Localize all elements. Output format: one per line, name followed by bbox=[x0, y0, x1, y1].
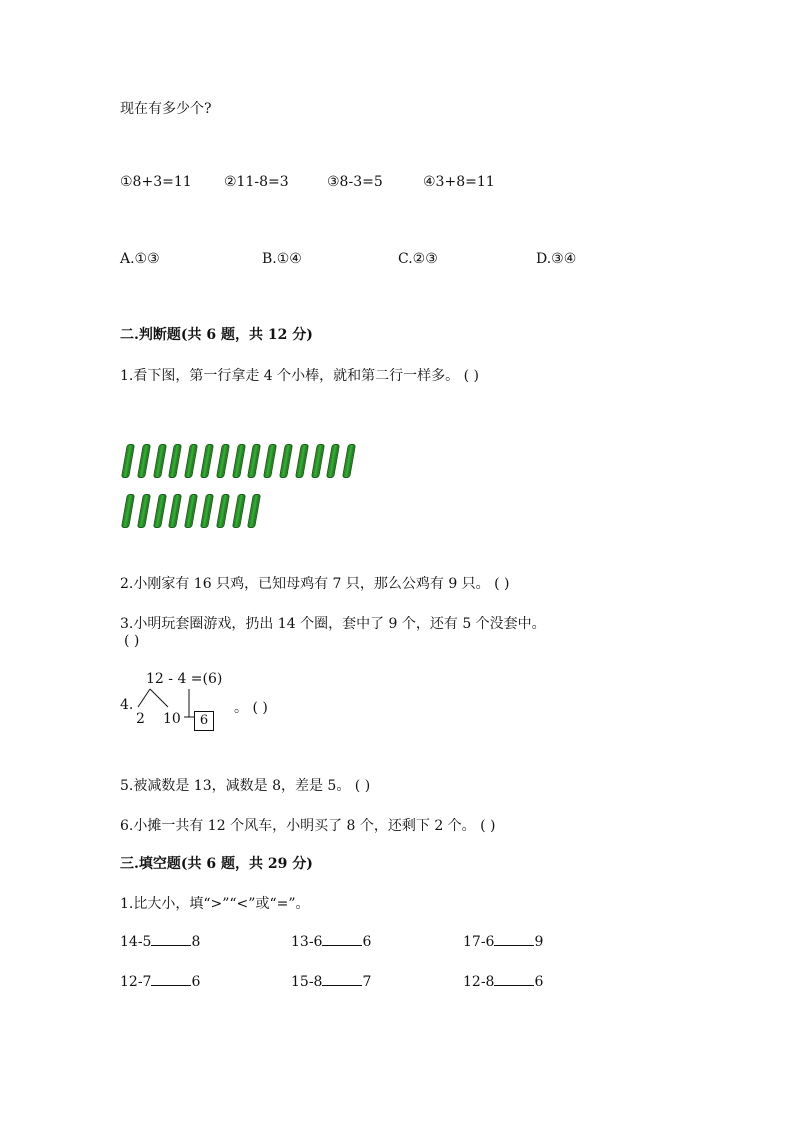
compare-item bbox=[120, 933, 200, 950]
compare-right: 6 bbox=[362, 934, 372, 950]
judge-q1: 1.看下图，第一行拿走 4 个小棒，就和第二行一样多。 ( ) bbox=[120, 368, 479, 384]
judge-q4-tail: 。 ( ) bbox=[234, 700, 268, 716]
compare-left: 14-5 bbox=[120, 934, 152, 950]
compare-blank[interactable] bbox=[151, 973, 191, 986]
judge-q5: 5.被减数是 13，减数是 8，差是 5。 ( ) bbox=[120, 778, 371, 794]
equation-3: ③8-3=5 bbox=[327, 174, 383, 190]
stick-icon bbox=[200, 444, 214, 478]
compare-left: 17-6 bbox=[463, 934, 495, 950]
stick-icon bbox=[232, 494, 246, 528]
compare-left: 15-8 bbox=[291, 974, 323, 990]
stick-icon bbox=[168, 494, 182, 528]
option-d[interactable]: D.③④ bbox=[536, 251, 577, 267]
section-2-title: 二.判断题(共 6 题，共 12 分) bbox=[120, 327, 313, 343]
compare-right: 6 bbox=[534, 974, 544, 990]
sticks-row-1 bbox=[124, 444, 364, 478]
compare-left: 12-7 bbox=[120, 974, 152, 990]
stick-icon bbox=[295, 444, 309, 478]
compare-blank[interactable] bbox=[322, 973, 362, 986]
judge-q2: 2.小刚家有 16 只鸡，已知母鸡有 7 只，那么公鸡有 9 只。 ( ) bbox=[120, 576, 510, 592]
stick-icon bbox=[184, 494, 198, 528]
judge-q3-line1: 3.小明玩套圈游戏，扔出 14 个圈，套中了 9 个，还有 5 个没套中。 bbox=[120, 616, 546, 632]
compare-right: 8 bbox=[191, 934, 201, 950]
compare-right: 7 bbox=[362, 974, 372, 990]
compare-item bbox=[291, 933, 371, 950]
compare-item bbox=[463, 973, 543, 990]
judge-q6: 6.小摊一共有 12 个风车，小明买了 8 个，还剩下 2 个。 ( ) bbox=[120, 818, 496, 834]
stick-icon bbox=[121, 494, 135, 528]
fill-q1: 1.比大小，填“>”“<”或“=”。 bbox=[120, 896, 310, 912]
stick-icon bbox=[168, 444, 182, 478]
stick-icon bbox=[247, 444, 261, 478]
equation-4: ④3+8=11 bbox=[423, 174, 495, 190]
equation-2: ②11-8=3 bbox=[224, 174, 289, 190]
stick-icon bbox=[121, 444, 135, 478]
stick-icon bbox=[232, 444, 246, 478]
option-b[interactable]: B.①④ bbox=[262, 251, 302, 267]
stick-icon bbox=[184, 444, 198, 478]
stick-icon bbox=[137, 494, 151, 528]
compare-left: 13-6 bbox=[291, 934, 323, 950]
compare-right: 9 bbox=[534, 934, 544, 950]
option-c[interactable]: C.②③ bbox=[398, 251, 438, 267]
stick-icon bbox=[137, 444, 151, 478]
judge-q4-top: 12 - 4 =(6) bbox=[146, 671, 223, 687]
compare-blank[interactable] bbox=[494, 973, 534, 986]
stick-icon bbox=[216, 444, 230, 478]
stick-icon bbox=[216, 494, 230, 528]
stick-icon bbox=[279, 444, 293, 478]
judge-q4-bottom-mid: 10 bbox=[163, 711, 181, 727]
stick-icon bbox=[153, 494, 167, 528]
stick-icon bbox=[247, 494, 261, 528]
sticks-row-2 bbox=[124, 494, 364, 528]
judge-q4-number: 4. bbox=[120, 697, 134, 713]
judge-q4-box: 6 bbox=[194, 711, 214, 731]
compare-blank[interactable] bbox=[151, 933, 191, 946]
stick-icon bbox=[326, 444, 340, 478]
stick-icon bbox=[263, 444, 277, 478]
compare-item bbox=[120, 973, 200, 990]
stick-icon bbox=[311, 444, 325, 478]
option-a[interactable]: A.①③ bbox=[120, 251, 160, 267]
stick-icon bbox=[342, 444, 356, 478]
compare-blank[interactable] bbox=[322, 933, 362, 946]
compare-item bbox=[463, 933, 543, 950]
judge-q3-line2: ( ) bbox=[124, 633, 140, 649]
compare-blank[interactable] bbox=[494, 933, 534, 946]
section-3-title: 三.填空题(共 6 题，共 29 分) bbox=[120, 856, 313, 872]
stick-icon bbox=[200, 494, 214, 528]
compare-item bbox=[291, 973, 371, 990]
judge-q4-bottom-left: 2 bbox=[136, 711, 145, 727]
compare-right: 6 bbox=[191, 974, 201, 990]
compare-left: 12-8 bbox=[463, 974, 495, 990]
question-prompt: 现在有多少个? bbox=[120, 101, 212, 117]
stick-icon bbox=[153, 444, 167, 478]
equation-1: ①8+3=11 bbox=[120, 174, 192, 190]
